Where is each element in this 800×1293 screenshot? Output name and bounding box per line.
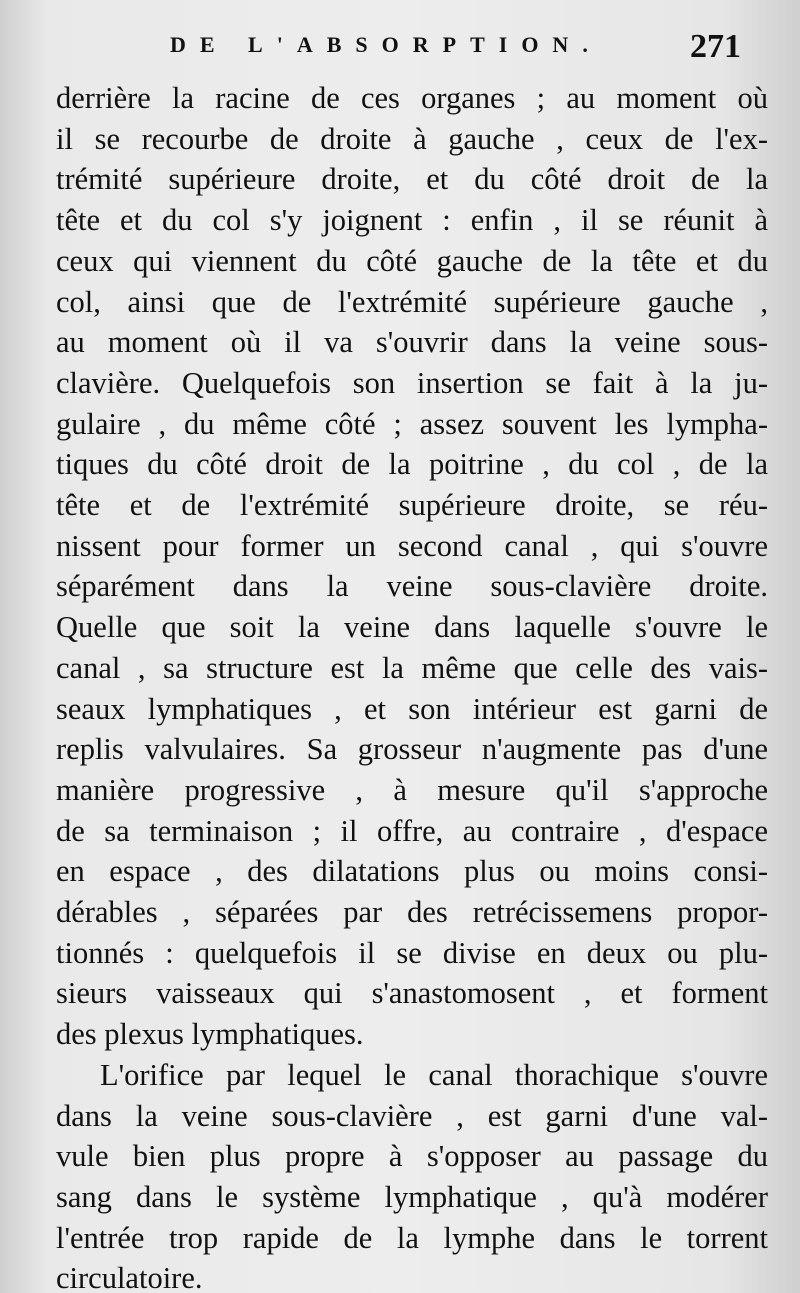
text-line: de sa terminaison ; il offre, au contraire , d'espace [56,813,768,848]
text-line: sieurs vaisseaux qui s'anastomosent , et forment [56,976,768,1011]
text-line: des plexus lymphatiques. [56,1017,364,1052]
text-line: circulatoire. [56,1261,203,1293]
page-header [0,28,800,76]
body-text [56,78,768,1293]
text-line: il se recourbe de droite à gauche , ceux de l'ex- [56,121,768,156]
text-line: col, ainsi que de l'extrémité supérieure gauche , [56,284,768,319]
text-line: dérables , séparées par des retrécissemens propor- [56,895,768,930]
text-line: tête et du col s'y joignent : enfin , il se réunit à [56,203,768,238]
text-line: tête et de l'extrémité supérieure droite, se réu- [56,488,768,523]
text-line: gulaire , du même côté ; assez souvent les lympha- [56,406,768,441]
text-line: en espace , des dilatations plus ou moins consi- [56,854,768,889]
text-line: vule bien plus propre à s'opposer au passage du [56,1139,768,1174]
running-head: DE L'ABSORPTION. [170,32,602,57]
text-line: ceux qui viennent du côté gauche de la tête et du [56,243,768,278]
text-line: séparément dans la veine sous-clavière droite. [56,569,768,604]
text-line: dans la veine sous-clavière , est garni d'une val- [56,1098,768,1133]
text-line: clavière. Quelquefois son insertion se fait à la ju- [56,365,768,400]
text-line: au moment où il va s'ouvrir dans la veine sous- [56,325,768,360]
text-line: tiques du côté droit de la poitrine , du col , de la [56,447,768,482]
text-line: Quelle que soit la veine dans laquelle s'ouvre le [56,610,768,645]
page-number: 271 [690,28,741,65]
text-line: sang dans le système lymphatique , qu'à modérer [56,1179,768,1214]
text-line: manière progressive , à mesure qu'il s'approche [56,772,768,807]
text-line: derrière la racine de ces organes ; au moment où [56,81,768,115]
text-line: nissent pour former un second canal , qui s'ouvre [56,528,768,563]
text-line: l'entrée trop rapide de la lymphe dans le torrent [56,1220,768,1255]
text-line: canal , sa structure est la même que celle des vais- [56,650,768,685]
text-line: tionnés : quelquefois il se divise en deux ou plu- [56,935,768,970]
text-line: trémité supérieure droite, et du côté droit de la [56,162,768,197]
text-line: L'orifice par lequel le canal thorachique s'ouvre [100,1057,768,1092]
text-line: seaux lymphatiques , et son intérieur est garni de [56,691,768,726]
paragraph-2 [56,1055,768,1293]
text-line: replis valvulaires. Sa grosseur n'augmente pas d'une [56,732,768,767]
paragraph-1 [56,78,768,1055]
